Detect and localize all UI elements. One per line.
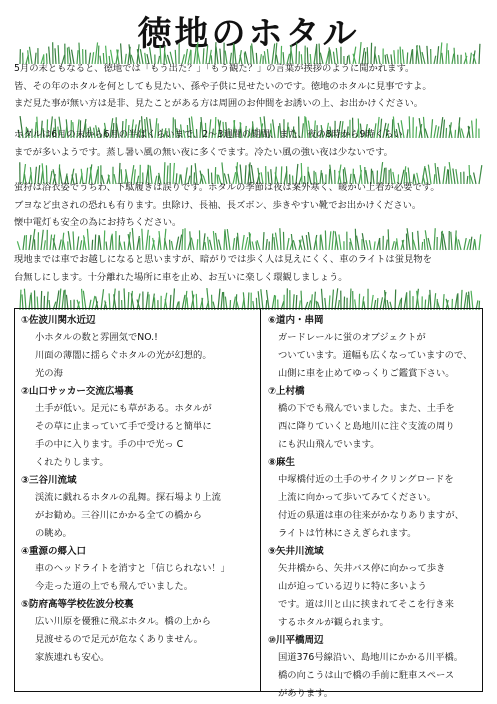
grass-blade bbox=[406, 234, 407, 250]
grass-blade bbox=[261, 289, 263, 310]
grass-blade bbox=[413, 240, 416, 250]
grass-blade bbox=[357, 236, 359, 250]
grass-blade bbox=[434, 228, 435, 250]
grass-blade bbox=[242, 235, 244, 250]
intro-line: ブヨなど虫されの恐れも有ります。虫除け、長袖、長ズボン、歩きやすい靴でお出かけください。 bbox=[14, 197, 482, 215]
grass-blade bbox=[119, 241, 122, 250]
grass-blade bbox=[287, 238, 289, 250]
grass-blade bbox=[224, 231, 225, 250]
intro-paragraph-2 bbox=[14, 126, 482, 161]
grass-blade bbox=[272, 233, 273, 250]
spot-title: ②山口サッカー交流広場裏 bbox=[21, 384, 257, 400]
spot-text: ライトは竹林にさえぎられます。 bbox=[268, 525, 480, 543]
grass-blade bbox=[275, 233, 278, 250]
grass-blade bbox=[29, 235, 31, 250]
intro-line: 蛍狩は浴衣姿でうちわ、下駄履きは誤りです。ホタルの季節は夜は案外寒く、暖かい上着が必要です。 bbox=[14, 179, 482, 197]
grass-blade bbox=[227, 229, 230, 250]
grass-blade bbox=[355, 229, 356, 250]
intro-paragraph-3 bbox=[14, 179, 482, 232]
spot-text: 山側に車を止めてゆっくりご鑑賞下さい。 bbox=[268, 365, 480, 383]
intro-line: 皆、その年のホタルを何としても見たい、孫や子供に見せたいのです。徳地のホタルに見事ですよ。 bbox=[14, 78, 482, 96]
intro-line: まだ見た事が無い方は是非、見たことがある方は周囲のお仲間をお誘いの上、お出かけください。 bbox=[14, 95, 482, 113]
spot-text: 家族連れも安心。 bbox=[21, 649, 257, 667]
grass-blade bbox=[210, 240, 212, 250]
grass-blade bbox=[321, 235, 323, 250]
intro-line: 現地までは車でお越しになると思いますが、暗がりでは歩く人は見えにくく、車のライトは蛍見物を bbox=[14, 251, 482, 269]
spot-section bbox=[21, 473, 257, 543]
grass-blade bbox=[176, 237, 179, 250]
grass-blade bbox=[267, 290, 269, 310]
spot-text: 山が迫っている辺りに特に多いよう bbox=[268, 578, 480, 596]
grass-blade bbox=[218, 289, 220, 310]
grass-blade bbox=[124, 242, 125, 250]
grass-blade bbox=[291, 234, 293, 250]
spot-text: その草に止まっていて手で受けると簡単に bbox=[21, 418, 257, 436]
grass-blade bbox=[77, 236, 79, 250]
spot-text: 付近の県道は車の往来がかなりありますが、 bbox=[268, 507, 480, 525]
grass-blade bbox=[233, 238, 235, 250]
grass-blade bbox=[425, 230, 428, 250]
grass-blade bbox=[158, 237, 159, 250]
spot-text: くれたりします。 bbox=[21, 454, 257, 472]
grass-blade bbox=[23, 235, 25, 250]
spot-title: ⑦上村橋 bbox=[268, 384, 480, 400]
page-title: 徳地のホタル bbox=[0, 6, 497, 55]
spot-title: ⑩川平橋周辺 bbox=[268, 633, 480, 649]
grass-blade bbox=[149, 236, 150, 250]
grass-blade bbox=[110, 235, 112, 250]
grass-blade bbox=[332, 231, 334, 250]
grass-blade bbox=[20, 290, 21, 310]
grass-blade bbox=[50, 235, 52, 250]
grass-blade bbox=[59, 240, 61, 250]
grass-blade bbox=[199, 230, 200, 250]
grass-blade bbox=[252, 241, 254, 250]
grass-blade bbox=[256, 241, 257, 250]
spot-title: ①佐波川関水近辺 bbox=[21, 313, 257, 329]
grass-blade bbox=[458, 239, 461, 250]
grass-blade bbox=[388, 229, 389, 250]
spot-section bbox=[268, 313, 480, 383]
grass-blade bbox=[339, 234, 341, 250]
grass-blade bbox=[82, 289, 83, 310]
intro-paragraph-4 bbox=[14, 251, 482, 286]
grass-blade bbox=[332, 290, 333, 310]
grass-blade bbox=[369, 240, 371, 250]
grass-blade bbox=[225, 229, 227, 250]
grass-blade bbox=[203, 233, 205, 250]
grass-blade bbox=[470, 237, 472, 250]
grass-blade bbox=[112, 234, 113, 250]
spot-section bbox=[21, 544, 257, 596]
spot-section bbox=[21, 384, 257, 472]
spot-text: 小ホタルの数と雰囲気でNO.! bbox=[21, 329, 257, 347]
grass-blade bbox=[80, 240, 82, 250]
grass-blade bbox=[17, 241, 20, 250]
intro-line: ホタルは6月の末から6月の半ばくらいまで、2～3週間の期間、また、夜の8時から9時くらい bbox=[14, 126, 482, 144]
grass-blade bbox=[479, 234, 481, 250]
grass-blade bbox=[34, 239, 35, 250]
spots-box bbox=[14, 308, 483, 692]
grass-blade bbox=[219, 239, 222, 250]
grass-blade bbox=[467, 239, 470, 250]
grass-blade bbox=[213, 231, 215, 250]
spot-section bbox=[268, 544, 480, 632]
spot-text: 矢井橋から、矢井バス停に向かって歩き bbox=[268, 560, 480, 578]
grass-blade bbox=[321, 289, 323, 310]
grass-blade bbox=[424, 239, 425, 250]
grass-blade bbox=[407, 228, 410, 250]
spot-text: ガードレールに蛍のオブジェクトが bbox=[268, 329, 480, 347]
spot-title: ⑥道内・串岡 bbox=[268, 313, 480, 329]
grass-blade bbox=[68, 231, 71, 250]
grass-blade bbox=[106, 242, 107, 250]
grass-blade bbox=[366, 240, 368, 250]
grass-blade bbox=[208, 237, 209, 250]
grass-blade bbox=[293, 240, 296, 250]
grass-blade bbox=[280, 228, 281, 250]
spot-text: 橋の下でも飛んでいました。また、土手を bbox=[268, 400, 480, 418]
grass-blade bbox=[216, 233, 218, 250]
spot-text: 川面の薄闇に揺らぐホタルの光が幻想的。 bbox=[21, 347, 257, 365]
grass-blade bbox=[464, 238, 466, 250]
grass-blade bbox=[392, 241, 394, 250]
column-divider bbox=[260, 309, 261, 691]
grass-blade bbox=[443, 234, 446, 250]
grass-blade bbox=[63, 240, 65, 250]
spot-text: 国道376号線沿い、島地川にかかる川平橋。 bbox=[268, 649, 480, 667]
grass-blade bbox=[461, 290, 462, 310]
grass-decoration-4 bbox=[0, 226, 497, 252]
grass-blade bbox=[418, 231, 419, 250]
grass-blade bbox=[386, 240, 387, 250]
grass-blade bbox=[456, 235, 458, 250]
grass-blade bbox=[274, 237, 275, 250]
spot-title: ⑤防府高等学校佐波分校裏 bbox=[21, 597, 257, 613]
grass-blade bbox=[44, 240, 45, 250]
spot-section bbox=[268, 455, 480, 543]
grass-blade bbox=[308, 232, 311, 250]
spot-text: 見渡せるので足元が危なくありません。 bbox=[21, 631, 257, 649]
spot-text: するホタルが観られます。 bbox=[268, 614, 480, 632]
grass-blade bbox=[362, 233, 365, 250]
grass-blade bbox=[316, 238, 317, 250]
spot-title: ⑨矢井川流域 bbox=[268, 544, 480, 560]
grass-blade bbox=[430, 290, 431, 310]
spot-text: 橋の向こうは山で橋の手前に駐車スペース bbox=[268, 667, 480, 685]
grass-blade bbox=[306, 235, 308, 250]
grass-blade bbox=[397, 238, 398, 250]
grass-blade bbox=[146, 230, 148, 250]
intro-line: 5月の末ともなると、徳地では「もう出た？」「もう観た？」の言葉が挨拶のように聞かれます。 bbox=[14, 60, 482, 78]
grass-blade bbox=[205, 242, 206, 250]
grass-blade bbox=[24, 289, 26, 310]
grass-blade bbox=[132, 228, 134, 250]
spot-text: があります。 bbox=[268, 685, 480, 703]
left-column bbox=[21, 313, 257, 668]
grass-blade bbox=[428, 238, 431, 250]
grass-blade bbox=[374, 241, 375, 250]
spot-text: の眺め。 bbox=[21, 525, 257, 543]
spot-text: 今走った道の上でも飛んでいました。 bbox=[21, 578, 257, 596]
spot-text: 光の海 bbox=[21, 365, 257, 383]
spot-text: 西に降りていくと島地川に注ぐ支流の周り bbox=[268, 418, 480, 436]
grass-blade bbox=[335, 288, 338, 310]
grass-blade bbox=[124, 288, 125, 310]
grass-blade bbox=[197, 239, 198, 250]
grass-blade bbox=[41, 230, 43, 250]
grass-blade bbox=[455, 230, 456, 250]
spot-text: 広い川原を優雅に飛ぶホタル。橋の上から bbox=[21, 613, 257, 631]
spot-text: 土手が低い。足元にも草がある。ホタルが bbox=[21, 400, 257, 418]
spot-text: がお勧め。三谷川にかかる全ての橋から bbox=[21, 507, 257, 525]
grass-blade bbox=[451, 232, 452, 250]
grass-blade bbox=[395, 289, 396, 310]
grass-blade bbox=[325, 231, 326, 250]
grass-blade bbox=[190, 231, 191, 250]
grass-blade bbox=[99, 236, 101, 250]
grass-blade bbox=[412, 232, 413, 250]
grass-blade bbox=[475, 240, 476, 250]
spot-text: 中塚橋付近の土手のサイクリングロードを bbox=[268, 471, 480, 489]
grass-blade bbox=[95, 234, 96, 250]
spot-text: 上流に向かって歩いてみてください。 bbox=[268, 489, 480, 507]
grass-blade bbox=[73, 231, 74, 250]
grass-blade bbox=[350, 289, 351, 310]
grass-blade bbox=[87, 229, 89, 250]
intro-line: 台無しにします。十分離れた場所に車を止め、お互いに楽しく環観しましょう。 bbox=[14, 269, 482, 287]
grass-blade bbox=[142, 229, 143, 250]
intro-line: までが多いようです。蒸し暑い風の無い夜に多くでます。冷たい風の強い夜は少ないです。 bbox=[14, 144, 482, 162]
grass-blade bbox=[237, 233, 239, 250]
grass-blade bbox=[283, 232, 284, 250]
spot-title: ④重源の郷入口 bbox=[21, 544, 257, 560]
grass-blade bbox=[173, 288, 174, 310]
grass-blade bbox=[257, 240, 260, 250]
grass-blade bbox=[422, 242, 423, 250]
right-column bbox=[268, 313, 480, 704]
spot-text: にも沢山飛んでいます。 bbox=[268, 436, 480, 454]
grass-blade bbox=[266, 239, 267, 250]
spot-section bbox=[21, 313, 257, 383]
spot-text: 車のヘッドライトを消すと「信じられない！」 bbox=[21, 560, 257, 578]
spot-title: ⑧麻生 bbox=[268, 455, 480, 471]
grass-blade bbox=[245, 237, 248, 250]
grass-blade bbox=[191, 238, 194, 250]
grass-blade bbox=[171, 241, 173, 250]
spot-text: ついています。道幅も広くなっていますので、 bbox=[268, 347, 480, 365]
spot-text: 手の中に入ります。手の中で光っ C bbox=[21, 436, 257, 454]
grass-blade bbox=[179, 235, 182, 250]
spot-title: ③三谷川流域 bbox=[21, 473, 257, 489]
spot-text: です。道は川と山に挟まれてそこを行き来 bbox=[268, 596, 480, 614]
intro-line: 懐中電灯も安全の為にお持ちください。 bbox=[14, 214, 482, 232]
spot-section bbox=[268, 633, 480, 703]
grass-blade bbox=[182, 229, 183, 250]
grass-blade bbox=[329, 231, 331, 250]
grass-blade bbox=[101, 289, 104, 310]
grass-blade bbox=[302, 236, 305, 250]
spot-section bbox=[268, 384, 480, 454]
grass-blade bbox=[104, 230, 105, 250]
grass-blade bbox=[236, 237, 237, 250]
intro-paragraph-1 bbox=[14, 60, 482, 113]
grass-blade bbox=[263, 232, 264, 250]
grass-blade bbox=[137, 236, 139, 250]
spot-section bbox=[21, 597, 257, 667]
grass-blade bbox=[395, 241, 396, 250]
spot-text: 渓流に戯れるホタルの乱舞。探石場より上流 bbox=[21, 489, 257, 507]
grass-blade bbox=[92, 240, 93, 250]
